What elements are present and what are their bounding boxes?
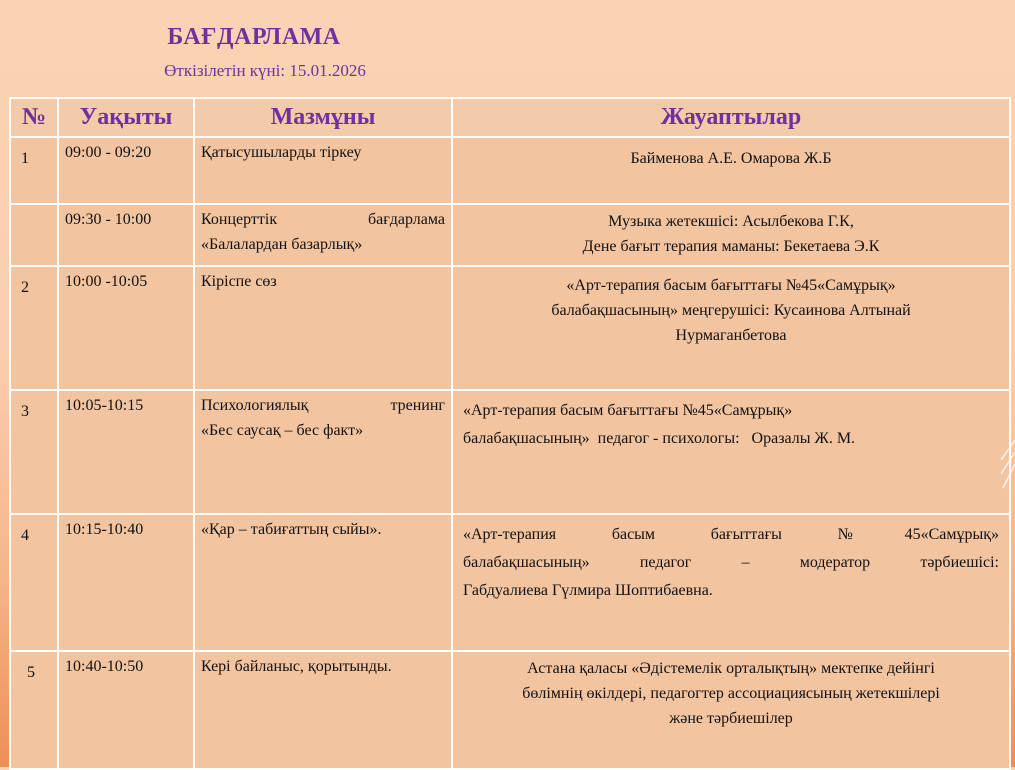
row-content bbox=[194, 266, 452, 390]
row-content bbox=[194, 390, 452, 514]
row-responsible bbox=[452, 137, 1010, 204]
row-responsible bbox=[452, 390, 1010, 514]
row-responsible-line: бөлімнің өкілдері, педагогтер ассоциациясының жетекшілері bbox=[522, 685, 940, 702]
row-responsible-line: және тәрбиешілер bbox=[669, 710, 793, 727]
row-content bbox=[194, 514, 452, 651]
table-row bbox=[10, 137, 1010, 204]
row-time: 09:00 - 09:20 bbox=[58, 137, 194, 204]
row-time: 10:05-10:15 bbox=[58, 390, 194, 514]
row-responsible-line: Дене бағыт терапия маманы: Бекетаева Э.К bbox=[582, 238, 880, 255]
row-responsible-line: «Арт-терапия басым бағыттағы №45«Самұрық» bbox=[463, 526, 999, 543]
column-header-time: Уақыты bbox=[58, 98, 194, 137]
row-responsible-line: «Арт-терапия басым бағыттағы №45«Самұрық» bbox=[463, 402, 793, 419]
row-content-line: Қатысушыларды тіркеу bbox=[201, 144, 362, 161]
row-responsible-line: балабақшасының» педагог - психологы: Оразалы Ж. М. bbox=[463, 430, 856, 447]
row-content-line: Кіріспе сөз bbox=[201, 273, 277, 290]
row-content-line: «Бес саусақ – бес факт» bbox=[201, 422, 364, 439]
row-responsible-line: Музыка жетекшісі: Асылбекова Г.К, bbox=[608, 213, 854, 230]
row-number: 3 bbox=[10, 390, 58, 514]
row-number: 2 bbox=[10, 266, 58, 390]
decorative-lines bbox=[1001, 430, 1015, 510]
row-content bbox=[194, 137, 452, 204]
row-number: 4 bbox=[10, 514, 58, 651]
table-row bbox=[10, 390, 1010, 514]
row-responsible bbox=[452, 651, 1010, 769]
page-title: БАҒДАРЛАМА bbox=[167, 24, 341, 50]
row-time: 09:30 - 10:00 bbox=[58, 204, 194, 266]
table-header-row bbox=[10, 98, 1010, 137]
row-time: 10:40-10:50 bbox=[58, 651, 194, 769]
table-row bbox=[10, 514, 1010, 651]
row-number: 5 bbox=[10, 651, 58, 769]
row-content bbox=[194, 651, 452, 769]
row-responsible bbox=[452, 204, 1010, 266]
row-content-line: «Балалардан базарлық» bbox=[201, 236, 363, 253]
row-responsible bbox=[452, 266, 1010, 390]
program-table bbox=[9, 97, 1011, 770]
row-content bbox=[194, 204, 452, 266]
row-content-line: «Қар – табиғаттың сыйы». bbox=[201, 521, 382, 538]
row-time: 10:00 -10:05 bbox=[58, 266, 194, 390]
row-responsible-line: Габдуалиева Гүлмира Шоптибаевна. bbox=[463, 582, 713, 599]
row-responsible-line: Байменова А.Е. Омарова Ж.Б bbox=[630, 150, 832, 167]
column-header-responsible: Жауаптылар bbox=[452, 98, 1010, 137]
row-responsible-line: Астана қаласы «Әдістемелік орталықтың» мектепке дейінгі bbox=[527, 660, 935, 677]
table-row bbox=[10, 266, 1010, 390]
table-row bbox=[10, 204, 1010, 266]
row-responsible-line: Нурмаганбетова bbox=[675, 327, 787, 344]
column-header-content: Мазмұны bbox=[194, 98, 452, 137]
row-number: 1 bbox=[10, 137, 58, 204]
row-number bbox=[10, 204, 58, 266]
row-content-line: Кері байланыс, қорытынды. bbox=[201, 658, 392, 675]
row-responsible-line: «Арт-терапия басым бағыттағы №45«Самұрық» bbox=[566, 277, 896, 294]
row-responsible-line: балабақшасының» меңгерушісі: Кусаинова Алтынай bbox=[551, 302, 911, 319]
row-content-line: Психологиялық тренинг bbox=[201, 397, 445, 414]
table-row bbox=[10, 651, 1010, 769]
row-responsible-line: балабақшасының» педагог – модератор тәрбиешісі: bbox=[463, 554, 999, 571]
row-time: 10:15-10:40 bbox=[58, 514, 194, 651]
row-content-line: Концерттік бағдарлама bbox=[201, 211, 445, 228]
row-responsible bbox=[452, 514, 1010, 651]
event-date: Өткізілетін күні: 15.01.2026 bbox=[164, 61, 366, 80]
column-header-number: № bbox=[10, 98, 58, 137]
